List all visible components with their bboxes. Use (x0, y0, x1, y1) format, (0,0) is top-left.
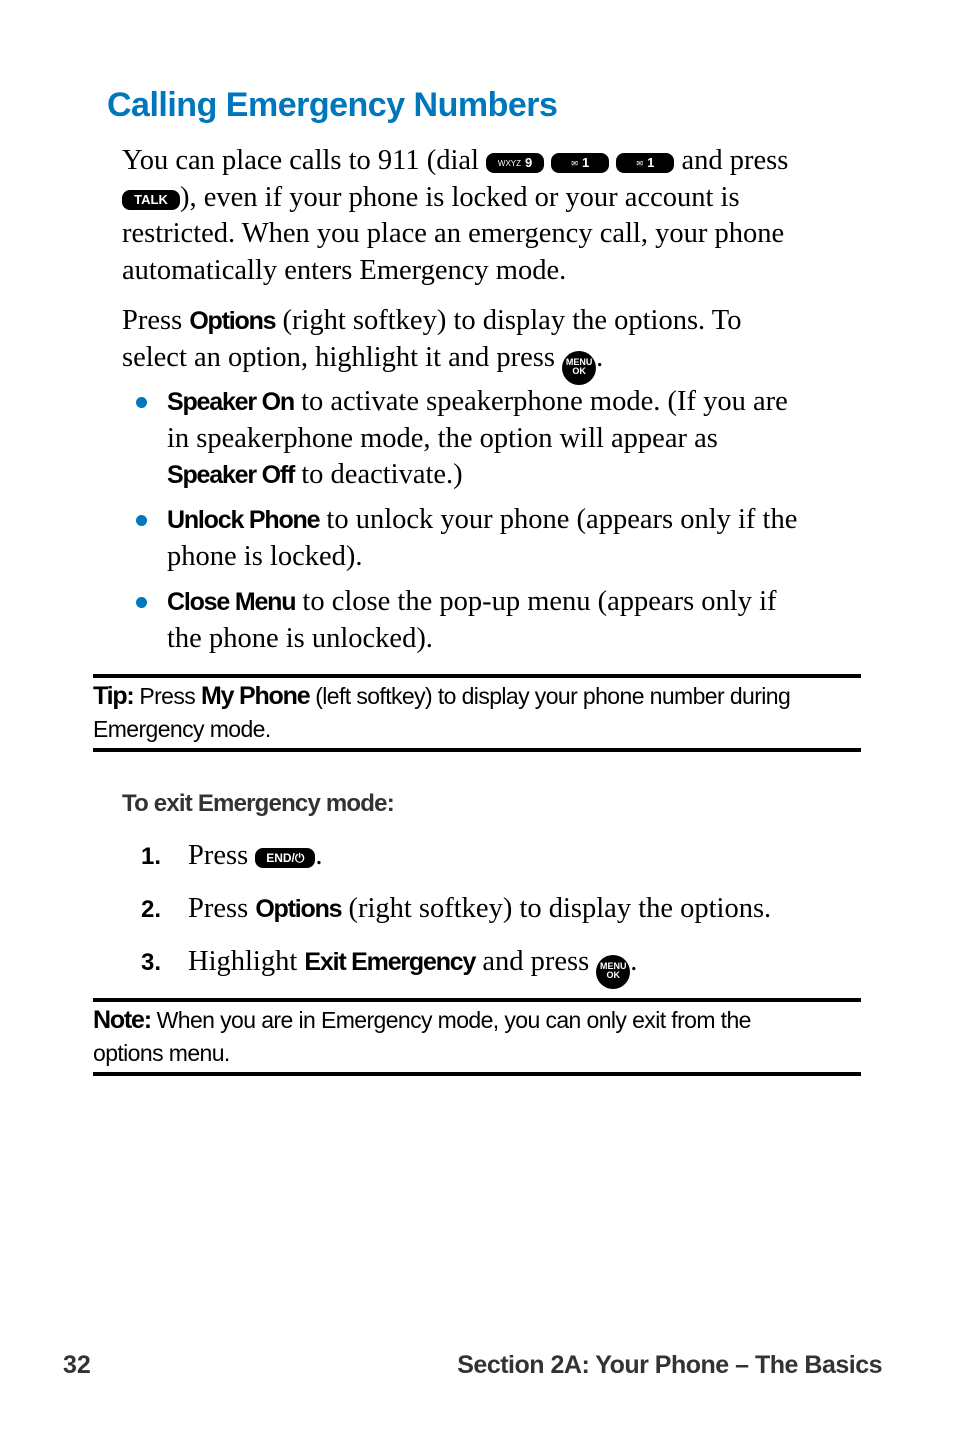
options-label: Options (189, 307, 276, 335)
note-top-rule (93, 998, 861, 1002)
bullet-unlock-phone: Unlock Phone to unlock your phone (appears only if the phone is locked). (167, 504, 798, 572)
menu-ok-icon: MENU OK (596, 955, 630, 989)
bullet-icon (136, 397, 147, 408)
page-number: 32 (63, 1351, 91, 1379)
tip-box: Tip: Press My Phone (left softkey) to display your phone number during Emergency mode. (93, 682, 791, 742)
note-box: Note: When you are in Emergency mode, you can only exit from the options menu. (93, 1006, 751, 1066)
step-number: 2. (141, 896, 162, 923)
bullet-icon (136, 597, 147, 608)
step-number: 1. (141, 843, 162, 870)
key-1-icon: ✉ 1 (551, 153, 609, 173)
tip-label: Tip: (93, 682, 134, 710)
tip-top-rule (93, 674, 861, 678)
options-paragraph: Press Options (right softkey) to display the options. To select an option, highlight it and press MENU OK . (122, 303, 862, 385)
note-label: Note: (93, 1006, 151, 1034)
page-title: Calling Emergency Numbers (107, 86, 558, 124)
exit-heading: To exit Emergency mode: (122, 790, 394, 817)
step-3: Highlight Exit Emergency and press MENU OK . (188, 944, 637, 989)
section-footer: Section 2A: Your Phone – The Basics (457, 1351, 882, 1379)
bullet-close-menu: Close Menu to close the pop-up menu (appears only if the phone is unlocked). (167, 586, 777, 654)
key-1-icon: ✉ 1 (616, 153, 674, 173)
bullet-icon (136, 515, 147, 526)
intro-text: You can place calls to 911 (dial (122, 145, 487, 176)
talk-key-icon: TALK (122, 190, 180, 210)
end-power-key-icon: END/⏻ (255, 848, 315, 868)
menu-ok-icon: MENU OK (562, 351, 596, 385)
note-bottom-rule (93, 1072, 861, 1076)
key-9-icon: WXYZ 9 (486, 153, 544, 173)
tip-bottom-rule (93, 748, 861, 752)
step-2: Press Options (right softkey) to display the options. (188, 893, 772, 924)
bullet-speaker-on: Speaker On to activate speakerphone mode. (If you are in speakerphone mode, the option will appear as Speaker Off to deactivate.) (167, 386, 788, 490)
step-number: 3. (141, 949, 162, 976)
step-1: Press END/⏻ . (188, 840, 323, 871)
intro-paragraph: You can place calls to 911 (dial WXYZ 9 ✉ 1 ✉ 1 and press TALK ), even if your phone is locked or your account is restricted. When you place an emergency call, your phone automatically enters Emergency mode. (122, 145, 789, 286)
